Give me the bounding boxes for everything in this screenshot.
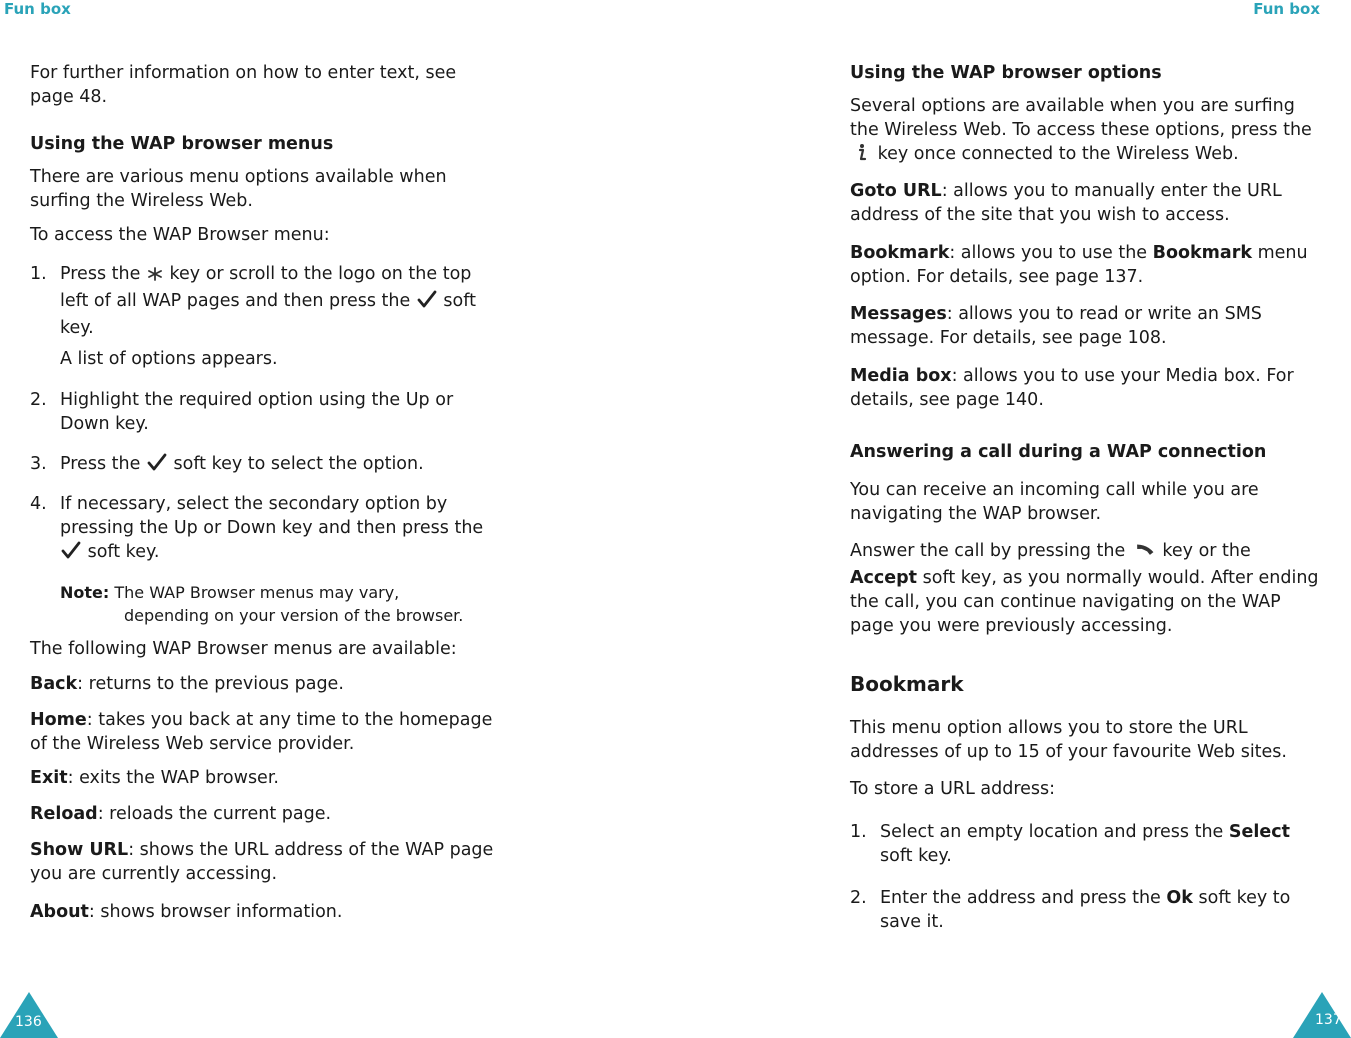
menu-about-desc: : shows browser information. [88, 902, 343, 922]
menu-exit-desc: : exits the WAP browser. [67, 768, 279, 788]
answer-text-b: key or the [1162, 541, 1251, 561]
options-description-b: key once connected to the Wireless Web. [877, 144, 1239, 164]
option-bookmark-term: Bookmark [850, 243, 950, 263]
menu-exit [30, 766, 500, 790]
asterisk-key-icon [146, 265, 164, 289]
call-description: You can receive an incoming call while you are navigating the WAP browser. [850, 480, 1259, 524]
store-step-1-select-bold: Select [1228, 822, 1290, 842]
info-key-icon [850, 142, 872, 169]
note-label: Note: [60, 583, 110, 602]
note [60, 581, 500, 627]
answer-text-c: soft key, as you normally would. After ending the call, you can continue navigating on the WAP page you were previously accessing. [850, 568, 1319, 636]
step-3-text-b: soft key to select the option. [173, 454, 424, 474]
menu-home-term: Home [30, 710, 87, 730]
option-media-box-term: Media box [850, 366, 952, 386]
bookmark-description: This menu option allows you to store the URL addresses of up to 15 of your favourite Web sites. [850, 718, 1287, 762]
intro-text: For further information on how to enter text, see page 48. [30, 63, 457, 107]
store-step-1-number: 1. [850, 822, 867, 842]
menu-reload [30, 802, 500, 826]
store-step-2-ok-bold: Ok [1166, 888, 1193, 908]
store-intro: To store a URL address: [850, 779, 1056, 799]
option-goto-url-desc: : allows you to manually enter the URL address of the site that you wish to access. [850, 181, 1282, 225]
option-goto-url [850, 179, 1320, 227]
call-heading: Answering a call during a WAP connection [850, 442, 1267, 462]
check-softkey-icon [60, 540, 82, 567]
store-step-2-number: 2. [850, 888, 867, 908]
menu-back [30, 672, 500, 696]
store-step-1-text-a: Select an empty location and press the [880, 822, 1224, 842]
menu-show-url [30, 838, 500, 886]
store-step-2-text [880, 886, 1320, 934]
menus-heading: Using the WAP browser menus [30, 134, 334, 154]
menu-home-desc: : takes you back at any time to the homepage of the Wireless Web service provider. [30, 710, 493, 754]
options-heading: Using the WAP browser options [850, 63, 1162, 83]
note-line-2: depending on your version of the browser. [124, 606, 464, 625]
store-step-1-text-b: soft key. [880, 846, 952, 866]
left-page-number: 136 [15, 1014, 42, 1030]
left-page-number-badge [0, 992, 60, 1038]
right-page [850, 0, 1330, 1038]
menus-description: There are various menu options available when surfing the Wireless Web. [30, 167, 447, 211]
step-3-text-a: Press the [60, 454, 141, 474]
option-messages [850, 302, 1320, 350]
menu-exit-term: Exit [30, 768, 68, 788]
options-description [850, 94, 1320, 169]
left-page [30, 0, 510, 1038]
step-4-text [60, 492, 500, 567]
step-2-number: 2. [30, 390, 47, 410]
option-messages-term: Messages [850, 304, 947, 324]
option-bookmark [850, 241, 1320, 289]
menu-about [30, 900, 500, 924]
right-page-number: 137 [1315, 1012, 1342, 1028]
step-1-number: 1. [30, 264, 47, 284]
step-3-text [60, 452, 500, 479]
option-bookmark-desc-bold: Bookmark [1152, 243, 1252, 263]
option-media-box [850, 364, 1320, 412]
option-messages-desc: : allows you to read or write an SMS message. For details, see page 108. [850, 304, 1262, 348]
store-step-2-text-b: soft key to save it. [880, 888, 1291, 932]
note-line-1: The WAP Browser menus may vary, [114, 583, 400, 602]
step-1-result: A list of options appears. [60, 349, 278, 369]
right-page-number-badge [1291, 992, 1351, 1038]
step-1-text-b: key or scroll to the logo on the top left of all WAP pages and then press the [60, 264, 472, 311]
step-4-text-a: If necessary, select the secondary option by pressing the Up or Down key and then press the [60, 494, 484, 538]
bookmark-section-heading: Bookmark [850, 672, 964, 696]
check-softkey-icon [146, 452, 168, 479]
menu-show-url-desc: : shows the URL address of the WAP page you are currently accessing. [30, 840, 494, 884]
step-4-number: 4. [30, 494, 47, 514]
send-key-icon [1131, 542, 1157, 566]
left-running-header: Fun box [4, 0, 71, 18]
menu-home [30, 708, 500, 756]
store-step-2-text-a: Enter the address and press the [880, 888, 1161, 908]
menu-about-term: About [30, 902, 89, 922]
step-3-number: 3. [30, 454, 47, 474]
menu-back-desc: : returns to the previous page. [77, 674, 344, 694]
store-step-1-text [880, 820, 1320, 868]
options-description-a: Several options are available when you are surfing the Wireless Web. To access these options, press the [850, 96, 1312, 140]
option-bookmark-desc-b: menu option. For details, see page 137. [850, 243, 1308, 287]
menu-back-term: Back [30, 674, 78, 694]
option-bookmark-desc-a: : allows you to use the [949, 243, 1148, 263]
menu-show-url-term: Show URL [30, 840, 129, 860]
answer-text [850, 539, 1320, 638]
step-1-text [60, 262, 500, 340]
menu-reload-term: Reload [30, 804, 98, 824]
menu-reload-desc: : reloads the current page. [97, 804, 332, 824]
available-intro: The following WAP Browser menus are available: [30, 639, 457, 659]
answer-accept-bold: Accept [850, 568, 918, 588]
step-4-text-b: soft key. [87, 542, 160, 562]
check-softkey-icon [416, 289, 438, 316]
option-media-box-desc: : allows you to use your Media box. For details, see page 140. [850, 366, 1294, 410]
step-2-text: Highlight the required option using the Up or Down key. [60, 390, 454, 434]
option-goto-url-term: Goto URL [850, 181, 942, 201]
answer-text-a: Answer the call by pressing the [850, 541, 1126, 561]
access-intro: To access the WAP Browser menu: [30, 225, 330, 245]
step-1-text-a: Press the [60, 264, 141, 284]
step-1-text-c: soft key. [60, 291, 476, 338]
right-running-header: Fun box [1253, 0, 1320, 18]
